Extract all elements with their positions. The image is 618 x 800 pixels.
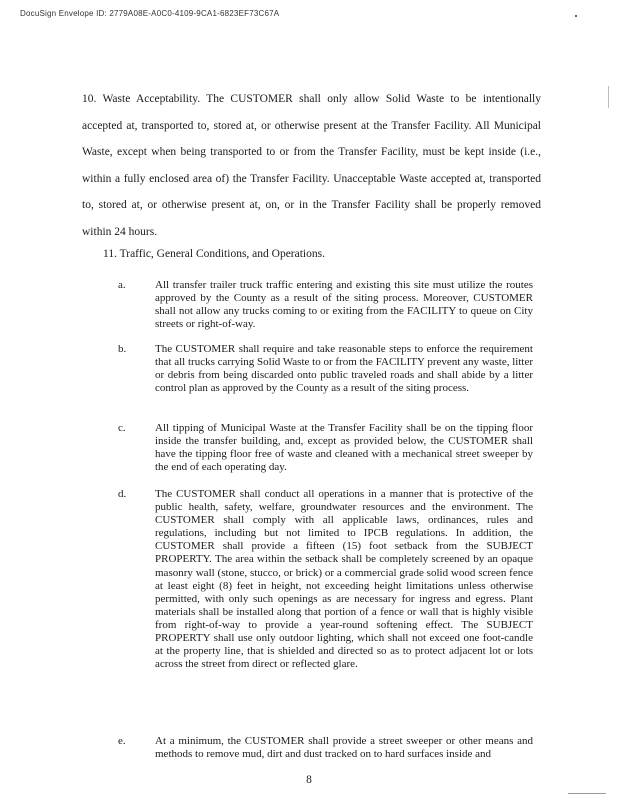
envelope-id: DocuSign Envelope ID: 2779A08E-A0C0-4109-9CA1-6823EF73C67A [20, 9, 280, 18]
item-label: a. [118, 279, 126, 291]
item-label: b. [118, 343, 127, 355]
page-number: 8 [306, 774, 312, 786]
section-10-paragraph: 10. Waste Acceptability. The CUSTOMER shall only allow Solid Waste to be intentionally accepted at, transported to, stored at, or otherwise present at the Transfer Facility. All Municipal Waste, except when being transported to or from the Transfer Facility, must be kept inside (i.e., within a fully enclosed area of) the Transfer Facility. Unacceptable Waste accepted at, transported to, stored at, or otherwise present at, on, or in the Transfer Facility shall be properly removed within 24 hours. [82, 93, 541, 238]
bottom-mark [568, 793, 606, 794]
item-text: All transfer trailer truck traffic entering and existing this site must utilize the routes approved by the County as a result of the siting process. Moreover, CUSTOMER shall not allow any trucks coming to or exiting from the FACILITY to queue on City streets or right-of-way. [155, 279, 533, 331]
margin-mark [608, 86, 609, 108]
item-label: d. [118, 488, 127, 500]
scan-dot [575, 15, 577, 17]
item-text: The CUSTOMER shall conduct all operations in a manner that is protective of the public health, safety, welfare, groundwater resources and the environment. The CUSTOMER shall comply with all applicable laws, ordinances, rules and regulations, including but not limited to IPCB regulations. In addition, the CUSTOMER shall provide a fifteen (15) foot setback from the SUBJECT PROPERTY. The area within the setback shall be completely screened by an opaque masonry wall (stone, stucco, or brick) or a commercial grade solid wood screen fence at least eight (8) feet in height, not exceeding height limitations unless otherwise permitted, with only such openings as are necessary for ingress and egress. Plant materials shall be installed along that portion of a fence or wall that is highly visible from right-of-way to provide a year-round softening effect. The SUBJECT PROPERTY shall use only outdoor lighting, which shall not exceed one foot-candle at the property line, that is shielded and directed so as to protect adjacent lot or lots across the street from direct or reflected glare. [155, 488, 533, 671]
item-text: The CUSTOMER shall require and take reasonable steps to enforce the requirement that all trucks carrying Solid Waste to or from the FACILITY prevent any waste, litter or debris from being discarded onto public traveled roads and shall abide by a litter control plan as approved by the County as a result of the siting process. [155, 343, 534, 395]
item-text: All tipping of Municipal Waste at the Transfer Facility shall be on the tipping floor inside the transfer building, and, except as provided below, the CUSTOMER shall have the tipping floor free of waste and cleaned with a mechanical street sweeper by the end of each operating day. [155, 422, 533, 474]
item-label: e. [118, 735, 126, 747]
item-label: c. [118, 422, 126, 434]
section-11-heading: 11. Traffic, General Conditions, and Operations. [103, 248, 325, 260]
item-text: At a minimum, the CUSTOMER shall provide a street sweeper or other means and methods to remove mud, dirt and dust tracked on to hard surfaces inside and [155, 735, 533, 761]
